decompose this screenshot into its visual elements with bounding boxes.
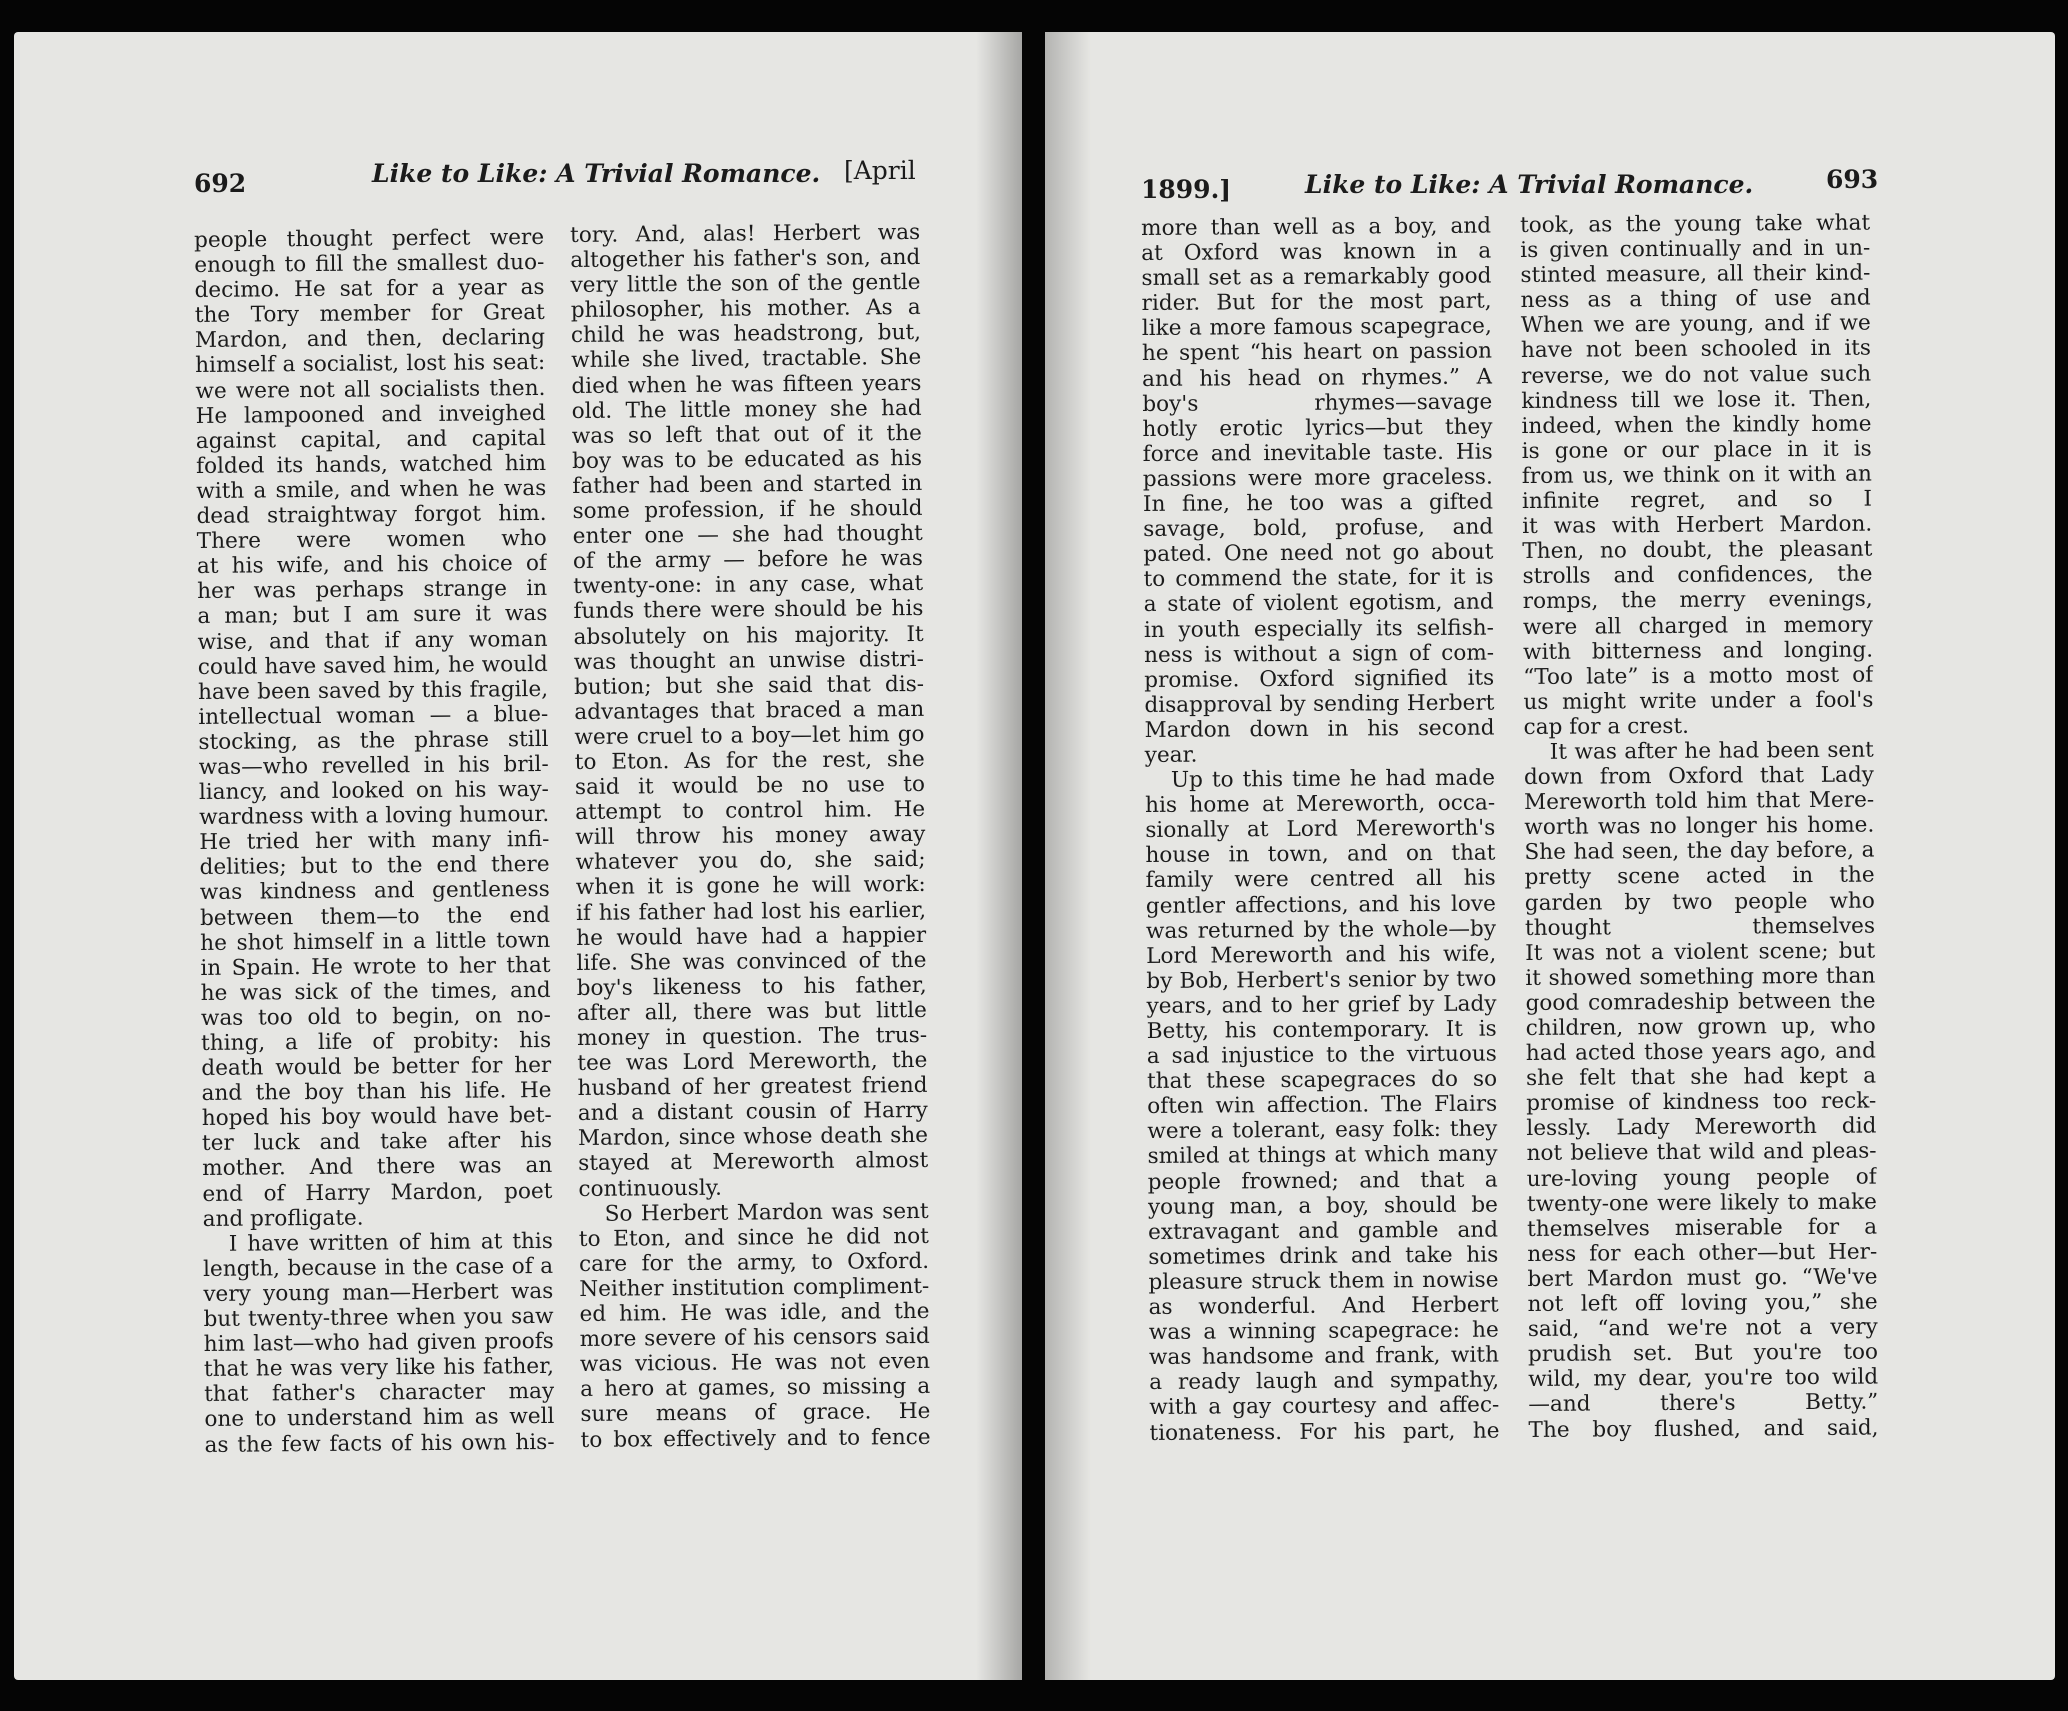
text-line: worth was no longer his home. bbox=[1524, 812, 1875, 841]
text-line: was—who revelled in his bril- bbox=[198, 751, 549, 780]
text-line: was returned by the whole—by bbox=[1145, 916, 1497, 944]
text-line: a man; but I am sure it was bbox=[197, 601, 548, 630]
text-line: people thought perfect were bbox=[194, 224, 545, 253]
text-line: by Bob, Herbert's senior by two bbox=[1146, 966, 1497, 994]
text-line: house in town, and on that bbox=[1145, 840, 1496, 869]
text-line: her was perhaps strange in bbox=[197, 576, 548, 605]
text-line: When we are young, and if we bbox=[1520, 310, 1871, 339]
left-page bbox=[14, 32, 1022, 1680]
text-line: disapproval by sending Herbert bbox=[1144, 690, 1495, 718]
text-line: force and inevitable taste. His bbox=[1142, 439, 1493, 467]
text-line: tionateness. For his part, he bbox=[1149, 1418, 1500, 1446]
text-line: He lampooned and inveighed bbox=[195, 400, 546, 429]
text-line: said it would be no use to bbox=[574, 771, 926, 801]
text-line: were cruel to a boy—let him go bbox=[574, 721, 925, 750]
text-line: in youth especially its selfish- bbox=[1143, 615, 1494, 643]
left-running-title: Like to Like: A Trivial Romance. bbox=[372, 159, 821, 188]
text-line: had acted those years ago, and bbox=[1525, 1038, 1876, 1067]
text-line: reverse, we do not value such bbox=[1521, 361, 1872, 389]
text-line: was too old to begin, on no- bbox=[200, 1002, 551, 1031]
text-line: decimo. He sat for a year as bbox=[194, 275, 545, 304]
text-line: with a gay courtesy and affec- bbox=[1149, 1392, 1500, 1421]
text-line: between them—to the end bbox=[199, 902, 551, 931]
text-line: enough to fill the smallest duo- bbox=[194, 250, 545, 279]
text-line: Mardon down in his second bbox=[1144, 715, 1495, 743]
text-line: down from Oxford that Lady bbox=[1523, 762, 1875, 791]
text-line: good comradeship between the bbox=[1525, 988, 1876, 1016]
text-line: care for the army, to Oxford. bbox=[578, 1248, 930, 1277]
text-line: tee was Lord Mereworth, the bbox=[577, 1048, 928, 1077]
text-line: ness is without a sign of com- bbox=[1143, 640, 1495, 668]
text-line: he was sick of the times, and bbox=[200, 977, 551, 1006]
text-line: family were centred all his bbox=[1145, 865, 1496, 894]
text-line: said, “and we're not a very bbox=[1527, 1314, 1878, 1343]
text-line: people frowned; and that a bbox=[1147, 1167, 1498, 1195]
left-gutter-shadow bbox=[976, 32, 1022, 1680]
text-line: themselves miserable for a bbox=[1527, 1214, 1878, 1242]
text-line: himself a socialist, lost his seat: bbox=[195, 350, 546, 379]
text-line: It was after he had been sent bbox=[1549, 737, 1874, 765]
text-line: promise. Oxford signified its bbox=[1144, 665, 1495, 693]
text-line: sometimes drink and take his bbox=[1148, 1242, 1499, 1270]
text-line: smiled at things at which many bbox=[1147, 1142, 1498, 1170]
text-line: Neither institution compliment- bbox=[579, 1273, 930, 1302]
text-line: thing, a life of probity: his bbox=[201, 1027, 552, 1056]
text-line: boy's likeness to his father, bbox=[576, 972, 927, 1001]
text-line: passions were more graceless. bbox=[1142, 464, 1493, 492]
text-line: if his father had lost his earlier, bbox=[575, 897, 927, 926]
text-line: pretty scene acted in the bbox=[1524, 862, 1875, 891]
text-line: Mereworth told him that Mere- bbox=[1524, 787, 1875, 816]
text-line: prudish set. But you're too bbox=[1527, 1339, 1879, 1368]
text-line: savage, bold, profuse, and bbox=[1143, 514, 1494, 543]
text-line: to Eton, and since he did not bbox=[578, 1223, 929, 1252]
text-line: There were women who bbox=[196, 526, 547, 555]
text-line: often win affection. The Flairs bbox=[1147, 1091, 1498, 1120]
text-line: not left off loving you,” she bbox=[1527, 1289, 1878, 1318]
text-line: I have written of him at this bbox=[228, 1228, 553, 1257]
text-line: romps, the merry evenings, bbox=[1522, 586, 1873, 615]
text-line: Lord Mereworth and his wife, bbox=[1146, 941, 1497, 969]
text-line: continuously. bbox=[578, 1175, 723, 1202]
text-line: “Too late” is a motto most of bbox=[1523, 662, 1874, 690]
text-line: boy's rhymes—savage bbox=[1142, 389, 1493, 417]
right-column-1 bbox=[1141, 214, 1500, 1446]
text-line: and his head on rhymes.” A bbox=[1142, 364, 1493, 392]
text-line: intellectual woman — a blue- bbox=[198, 701, 549, 730]
text-line: ure-loving young people of bbox=[1526, 1164, 1877, 1192]
text-line: sionally at Lord Mereworth's bbox=[1145, 815, 1496, 844]
text-line: died when he was fifteen years bbox=[571, 370, 922, 399]
text-line: wise, and that if any woman bbox=[197, 626, 548, 655]
text-line: some profession, if he should bbox=[572, 495, 923, 525]
text-line: but twenty-three when you saw bbox=[203, 1303, 554, 1332]
text-line: pleasure struck them in nowise bbox=[1148, 1267, 1499, 1295]
text-line: gentler affections, and his love bbox=[1145, 891, 1496, 919]
text-line: that father's character may bbox=[204, 1379, 555, 1408]
text-line: more severe of his censors said bbox=[579, 1324, 930, 1353]
text-line: of the army — before he was bbox=[572, 546, 924, 575]
text-line: whatever you do, she said; bbox=[575, 847, 926, 876]
text-line: young man, a boy, should be bbox=[1147, 1192, 1498, 1220]
right-column-2 bbox=[1520, 211, 1879, 1443]
text-line: folded its hands, watched him bbox=[195, 450, 547, 479]
left-column-2 bbox=[570, 220, 931, 1453]
text-line: Up to this time he had made bbox=[1170, 765, 1496, 793]
text-line: strolls and confidences, the bbox=[1522, 561, 1873, 590]
text-line: years, and to her grief by Lady bbox=[1146, 991, 1497, 1019]
text-line: funds there were should be his bbox=[573, 596, 924, 625]
text-line: against capital, and capital bbox=[195, 425, 546, 454]
text-line: after all, there was but little bbox=[576, 997, 927, 1026]
left-page-number: 692 bbox=[194, 169, 247, 198]
text-line: kindness till we lose it. Then, bbox=[1521, 386, 1872, 414]
text-line: will throw his money away bbox=[575, 822, 926, 851]
text-line: year. bbox=[1144, 742, 1198, 768]
text-line: was a winning scapegrace: he bbox=[1148, 1317, 1499, 1346]
text-line: a sad injustice to the virtuous bbox=[1146, 1041, 1497, 1070]
text-line: we were not all socialists then. bbox=[195, 375, 546, 404]
text-line: liancy, and looked on his way- bbox=[198, 776, 550, 806]
text-line: with bitterness and longing. bbox=[1522, 637, 1874, 665]
text-line: as wonderful. And Herbert bbox=[1148, 1292, 1499, 1321]
text-line: bution; but she said that dis- bbox=[573, 671, 925, 700]
right-date-label: 1899.] bbox=[1141, 175, 1232, 204]
text-line: is gone or our place in it is bbox=[1521, 436, 1872, 464]
text-line: —and there's Betty.” bbox=[1528, 1389, 1879, 1418]
text-line: Mardon, since whose death she bbox=[577, 1123, 929, 1152]
text-line: In fine, he too was a gifted bbox=[1142, 489, 1494, 518]
text-line: length, because in the case of a bbox=[202, 1253, 554, 1282]
text-line: she felt that she had kept a bbox=[1525, 1063, 1877, 1092]
text-line: very young man—Herbert was bbox=[203, 1278, 554, 1307]
text-line: delities; but to the end there bbox=[199, 852, 550, 881]
text-line: money in question. The trus- bbox=[577, 1022, 928, 1051]
text-line: old. The little money she had bbox=[571, 395, 922, 424]
text-line: extravagant and gamble and bbox=[1148, 1217, 1499, 1245]
text-line: that he was very like his father, bbox=[203, 1354, 555, 1383]
text-line: was kindness and gentleness bbox=[199, 877, 550, 906]
text-line: garden by two people who bbox=[1524, 888, 1875, 916]
text-line: he would have had a happier bbox=[576, 922, 927, 951]
text-line: altogether his father's son, and bbox=[570, 245, 921, 274]
text-line: bert Mardon must go. “We've bbox=[1527, 1264, 1878, 1292]
text-line: the Tory member for Great bbox=[194, 300, 545, 329]
text-line: sure means of grace. He bbox=[580, 1399, 931, 1428]
text-line: to box effectively and to fence bbox=[580, 1424, 931, 1453]
text-line: life. She was convinced of the bbox=[576, 947, 927, 976]
text-line: to Eton. As for the rest, she bbox=[574, 746, 925, 775]
text-line: Mardon, and then, declaring bbox=[194, 325, 546, 354]
text-line: thought themselves bbox=[1524, 913, 1876, 941]
text-line: She had seen, the day before, a bbox=[1524, 837, 1875, 866]
text-line: indeed, when the kindly home bbox=[1521, 411, 1872, 439]
text-line: at his wife, and his choice of bbox=[196, 551, 548, 580]
text-line: he shot himself in a little town bbox=[200, 927, 551, 956]
text-line: Betty, his contemporary. It is bbox=[1146, 1016, 1497, 1044]
text-line: end of Harry Mardon, poet bbox=[202, 1178, 553, 1207]
text-line: lessly. Lady Mereworth did bbox=[1526, 1113, 1877, 1142]
text-line: The boy flushed, and said, bbox=[1528, 1415, 1879, 1443]
text-line: have not been schooled in its bbox=[1520, 336, 1872, 364]
text-line: him last—who had given proofs bbox=[203, 1329, 554, 1358]
text-line: more than well as a boy, and bbox=[1141, 213, 1492, 241]
text-line: philosopher, his mother. As a bbox=[570, 295, 921, 324]
text-line: husband of her greatest friend bbox=[577, 1073, 928, 1102]
text-line: He tried her with many infi- bbox=[199, 827, 550, 856]
text-line: twenty-one were likely to make bbox=[1526, 1189, 1877, 1217]
text-line: like a more famous scapegrace, bbox=[1141, 313, 1492, 342]
text-line: was handsome and frank, with bbox=[1148, 1342, 1500, 1371]
right-gutter-shadow bbox=[1045, 32, 1091, 1680]
text-line: enter one — she had thought bbox=[572, 521, 923, 550]
text-line: very little the son of the gentle bbox=[570, 270, 921, 299]
text-line: ter luck and take after his bbox=[201, 1128, 553, 1157]
text-line: to commend the state, for it is bbox=[1143, 564, 1494, 593]
left-column-1 bbox=[194, 225, 555, 1458]
text-line: wardness with a loving humour. bbox=[199, 802, 550, 831]
right-page bbox=[1045, 32, 2055, 1680]
text-line: It was not a violent scene; but bbox=[1525, 938, 1876, 966]
text-line: at Oxford was known in a bbox=[1141, 238, 1492, 267]
text-line: and the boy than his life. He bbox=[201, 1078, 552, 1107]
text-line: hotly erotic lyrics—but they bbox=[1142, 414, 1493, 442]
text-line: and profligate. bbox=[202, 1205, 364, 1232]
text-line: could have saved him, he would bbox=[197, 651, 548, 680]
text-line: was vicious. He was not even bbox=[579, 1349, 931, 1378]
text-line: mother. And there was an bbox=[202, 1153, 553, 1182]
text-line: ness for each other—but Her- bbox=[1527, 1239, 1878, 1267]
text-line: dead straightway forgot him. bbox=[196, 500, 547, 530]
left-date-label: [April bbox=[844, 156, 916, 185]
text-line: father had been and started in bbox=[572, 470, 923, 499]
text-line: absolutely on his majority. It bbox=[573, 621, 924, 650]
text-line: was thought an unwise distri- bbox=[573, 646, 924, 675]
text-line: took, as the young take what bbox=[1520, 210, 1871, 238]
text-line: a state of violent egotism, and bbox=[1143, 589, 1494, 618]
text-line: that these scapegraces do so bbox=[1146, 1066, 1498, 1095]
text-line: pated. One need not go about bbox=[1143, 539, 1494, 568]
text-line: it was with Herbert Mardon. bbox=[1522, 511, 1873, 540]
text-line: us might write under a fool's bbox=[1523, 687, 1874, 715]
text-line: ed him. He was idle, and the bbox=[579, 1298, 930, 1327]
right-running-title: Like to Like: A Trivial Romance. bbox=[1305, 170, 1754, 199]
text-line: he spent “his heart on passion bbox=[1141, 339, 1493, 367]
text-line: it showed something more than bbox=[1525, 963, 1876, 991]
text-line: promise of kindness too reck- bbox=[1526, 1088, 1877, 1117]
text-line: have been saved by this fragile, bbox=[197, 676, 549, 705]
text-line: boy was to be educated as his bbox=[571, 445, 923, 474]
text-line: when it is gone he will work: bbox=[575, 872, 926, 901]
text-line: small set as a remarkably good bbox=[1141, 263, 1492, 292]
text-line: from us, we think on it with an bbox=[1521, 461, 1872, 489]
text-line: is given continually and in un- bbox=[1520, 235, 1871, 264]
text-line: his home at Mereworth, occa- bbox=[1145, 790, 1496, 819]
text-line: So Herbert Mardon was sent bbox=[604, 1198, 929, 1227]
text-line: and a distant cousin of Harry bbox=[577, 1098, 928, 1127]
text-line: in Spain. He wrote to her that bbox=[200, 952, 551, 981]
text-line: was so left that out of it the bbox=[571, 420, 922, 449]
text-line: ness as a thing of use and bbox=[1520, 285, 1871, 314]
text-line: advantages that braced a man bbox=[574, 696, 925, 725]
text-line: were a tolerant, easy folk: they bbox=[1147, 1116, 1498, 1145]
text-line: wild, my dear, you're too wild bbox=[1528, 1364, 1879, 1393]
text-line: child he was headstrong, but, bbox=[570, 320, 922, 349]
text-line: stinted measure, all their kind- bbox=[1520, 260, 1871, 289]
text-line: infinite regret, and so I bbox=[1521, 486, 1873, 515]
text-line: tory. And, alas! Herbert was bbox=[570, 219, 921, 248]
text-line: while she lived, tractable. She bbox=[571, 345, 922, 374]
text-line: death would be better for her bbox=[201, 1053, 552, 1082]
text-line: stocking, as the phrase still bbox=[198, 726, 549, 755]
text-line: twenty-one: in any case, what bbox=[573, 571, 924, 600]
text-line: cap for a crest. bbox=[1523, 713, 1690, 740]
right-page-number: 693 bbox=[1826, 165, 1879, 194]
text-line: a hero at games, so missing a bbox=[580, 1374, 931, 1403]
text-line: with a smile, and when he was bbox=[196, 475, 547, 504]
text-line: children, now grown up, who bbox=[1525, 1013, 1876, 1041]
text-line: one to understand him as well bbox=[204, 1404, 555, 1433]
text-line: Then, no doubt, the pleasant bbox=[1522, 536, 1873, 565]
text-line: as the few facts of his own his- bbox=[204, 1429, 555, 1458]
text-line: rider. But for the most part, bbox=[1141, 288, 1492, 317]
text-line: hoped his boy would have bet- bbox=[201, 1103, 552, 1132]
text-line: stayed at Mereworth almost bbox=[578, 1148, 929, 1177]
text-line: attempt to control him. He bbox=[575, 797, 926, 826]
text-line: a ready laugh and sympathy, bbox=[1149, 1367, 1500, 1396]
text-line: not believe that wild and pleas- bbox=[1526, 1139, 1877, 1167]
text-line: were all charged in memory bbox=[1522, 612, 1873, 640]
